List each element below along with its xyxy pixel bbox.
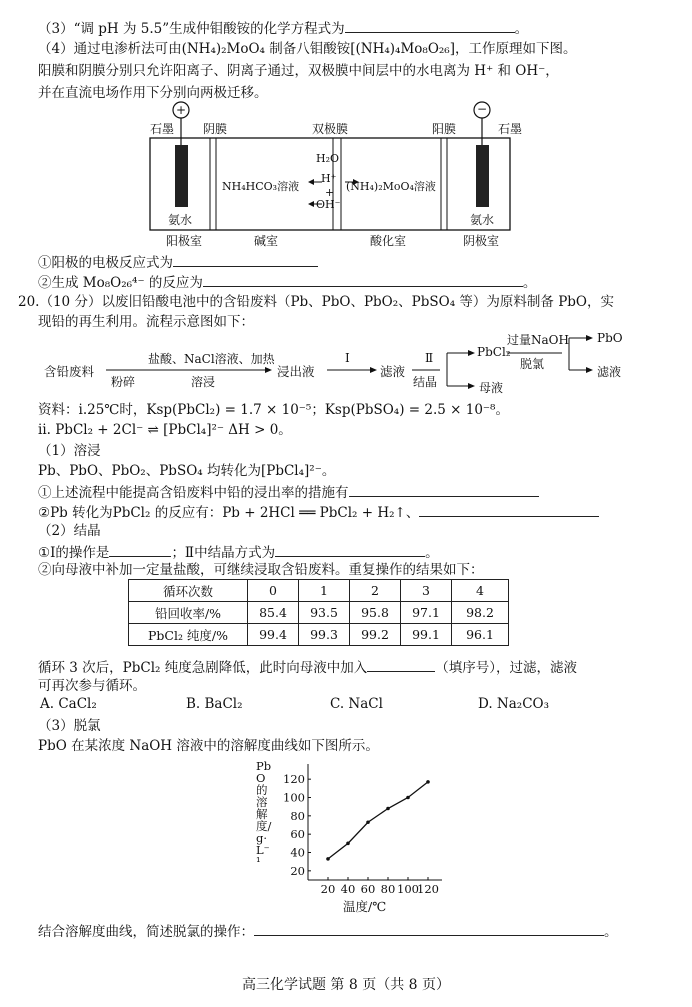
table-header-row [129, 580, 509, 602]
table-cell: 99.2 [350, 624, 401, 646]
chart-x-tick-label: 40 [340, 882, 356, 896]
ammonia-right-label: 氨水 [470, 213, 495, 227]
question-4-line-1: （4）通过电渗析法可由(NH₄)₂MoO₄ 制备八钼酸铵[(NH₄)₄Mo₈O₂₆]，工作原理如下图。 [38, 41, 577, 57]
chart-data-point [366, 820, 370, 824]
chart-ylabel: PbO的溶解度/g·L⁻¹ [256, 759, 272, 869]
chart-data-point [426, 780, 430, 784]
plus-label: + [325, 186, 335, 199]
chart-x-tick-label: 80 [380, 882, 396, 896]
flow-filtrate: 滤液 [380, 364, 406, 379]
option-a[interactable]: A. CaCl₂ [40, 696, 97, 712]
question-4-line-2: 阳膜和阴膜分别只允许阳离子、阴离子通过，双极膜中间层中的水电离为 H⁺ 和 OH⁻， [38, 63, 559, 79]
table-cell: 96.1 [452, 624, 509, 646]
section-1-text: Pb、PbO、PbO₂、PbSO₄ 均转化为[PbCl₄]²⁻。 [38, 463, 336, 479]
flow-leach: 溶浸 [191, 375, 216, 389]
h-plus-label: H⁺ [321, 172, 337, 185]
section-3-heading: （3）脱氯 [38, 718, 101, 734]
section-1-question-1: ①上述流程中能提高含铅废料中铅的浸出率的措施有 [38, 482, 539, 502]
flow-crush: 粉碎 [111, 375, 136, 389]
process-flowchart [0, 0, 692, 400]
nh4-molybdate-label: (NH₄)₂MoO₄溶液 [346, 180, 436, 193]
chart-y-tick-label: 40 [290, 845, 305, 860]
solubility-chart [250, 755, 450, 915]
table-row [129, 602, 509, 624]
flow-filtrate-2: 滤液 [597, 365, 622, 379]
flow-excess-naoh: 过量NaOH [507, 333, 569, 347]
chart-x-tick-label: 20 [320, 882, 336, 896]
chart-x-tick-label: 100 [397, 882, 419, 896]
h2o-label: H₂O [316, 152, 340, 165]
flow-leachate: 浸出液 [277, 364, 315, 379]
page-footer: 高三化学试题 第 8 页（共 8 页） [241, 977, 451, 993]
reference-1: 资料：ⅰ.25℃时，Ksp(PbCl₂) = 1.7 × 10⁻⁵；Ksp(PbSO₄) = 2.5 × 10⁻⁸。 [38, 402, 509, 418]
oh-minus-label: OH⁻ [316, 198, 341, 211]
section-2-question-2: ②向母液中补加一定量盐酸，可继续浸取含铅废料。重复操作的结果如下： [38, 562, 484, 578]
table-header-cell: 循环次数 [129, 580, 248, 602]
chart-y-tick-label: 100 [283, 790, 305, 805]
flow-pbo: PbO [597, 331, 623, 345]
acid-room-label: 酸化室 [370, 234, 407, 248]
chart-data-point [386, 807, 390, 811]
table-header-cell: 2 [350, 580, 401, 602]
flow-pbcl2: PbCl₂ [477, 345, 511, 359]
alkali-room-label: 碱室 [254, 234, 279, 248]
nh4hco3-label: NH₄HCO₃溶液 [222, 180, 300, 193]
chart-x-tick-label: 120 [417, 882, 439, 896]
table-cell: 铅回收率/% [129, 602, 248, 624]
chart-y-tick-label: 60 [290, 827, 305, 842]
table-cell: 95.8 [350, 602, 401, 624]
flow-op-1: Ⅰ [345, 351, 350, 365]
question-20-line-2: 现铅的再生利用。流程示意图如下： [38, 314, 254, 330]
question-4-line-3: 并在直流电场作用下分别向两极迁移。 [38, 85, 268, 101]
question-3-line: （3）“调 pH 为 5.5”生成仲钼酸铵的化学方程式为 。 [38, 18, 528, 38]
cathode-room-label: 阴极室 [463, 234, 500, 248]
section-1-heading: （1）溶浸 [38, 443, 101, 459]
option-d[interactable]: D. Na₂CO₃ [478, 696, 550, 712]
reference-2: ⅱ. PbCl₂ + 2Cl⁻ ⇌ [PbCl₄]²⁻ ΔH > 0。 [38, 422, 292, 438]
table-cell: PbCl₂ 纯度/% [129, 624, 248, 646]
after-table-line-1: 循环 3 次后，PbCl₂ 纯度急剧降低，此时向母液中加入 （填序号），过滤，滤液 [38, 657, 577, 677]
table-cell: 99.4 [248, 624, 299, 646]
bipolar-membrane-label: 双极膜 [312, 122, 349, 136]
answer-blank[interactable] [367, 657, 435, 672]
flow-reagents: 盐酸、NaCl溶液、加热 [148, 352, 275, 366]
table-cell: 93.5 [299, 602, 350, 624]
answer-blank[interactable] [109, 542, 171, 557]
chart-x-tick-label: 60 [360, 882, 376, 896]
anode-plus-sign: + [176, 103, 187, 117]
table-header-cell: 0 [248, 580, 299, 602]
table-cell: 99.3 [299, 624, 350, 646]
flow-mother-liquor: 母液 [479, 381, 504, 395]
graphite-left-label: 石墨 [150, 122, 175, 136]
table-cell: 98.2 [452, 602, 509, 624]
chart-data-point [326, 857, 330, 861]
answer-blank[interactable] [254, 921, 604, 936]
table-row [129, 624, 509, 646]
ammonia-left-label: 氨水 [168, 213, 193, 227]
section-2-heading: （2）结晶 [38, 523, 101, 539]
section-3-text: PbO 在某浓度 NaOH 溶液中的溶解度曲线如下图所示。 [38, 738, 379, 754]
flow-crystallize: 结晶 [413, 375, 438, 389]
flow-raw-material: 含铅废料 [44, 364, 95, 379]
results-table [128, 579, 509, 646]
option-b[interactable]: B. BaCl₂ [186, 696, 243, 712]
answer-blank[interactable] [275, 542, 425, 557]
flow-op-2: Ⅱ [425, 351, 434, 365]
chart-y-tick-label: 20 [290, 863, 305, 878]
table-cell: 99.1 [401, 624, 452, 646]
table-header-cell: 1 [299, 580, 350, 602]
chart-data-point [406, 796, 410, 800]
answer-blank[interactable] [349, 482, 539, 497]
chart-y-tick-label: 80 [290, 808, 305, 823]
graphite-right-label: 石墨 [498, 122, 523, 136]
chart-series-line [328, 782, 428, 859]
cation-membrane-label: 阳膜 [432, 122, 457, 136]
option-c[interactable]: C. NaCl [330, 696, 383, 712]
table-header-cell: 3 [401, 580, 452, 602]
after-table-line-2: 可再次参与循环。 [38, 678, 146, 694]
table-header-cell: 4 [452, 580, 509, 602]
flow-dechlorinate: 脱氯 [520, 357, 545, 371]
table-cell: 97.1 [401, 602, 452, 624]
q4-sub-1: ①阳极的电极反应式为 [38, 252, 318, 272]
section-1-question-2: ②Pb 转化为PbCl₂ 的反应有：Pb + 2HCl ══ PbCl₂ + H₂↑、 [38, 502, 599, 522]
anode-room-label: 阳极室 [166, 234, 203, 248]
q4-sub-2: ②生成 Mo₈O₂₆⁴⁻ 的反应为 。 [38, 272, 536, 292]
chart-y-tick-label: 120 [283, 772, 305, 787]
answer-blank[interactable] [419, 502, 599, 517]
final-question: 结合溶解度曲线，简述脱氯的操作： 。 [38, 921, 618, 941]
anion-membrane-label: 阴膜 [203, 122, 228, 136]
chart-data-point [346, 842, 350, 846]
chart-xlabel: 温度/℃ [343, 899, 387, 914]
question-20-line-1: 20.（10 分）以废旧铅酸电池中的含铅废料（Pb、PbO、PbO₂、PbSO₄ 等）为原料制备 PbO，实 [18, 294, 614, 310]
section-2-question-1: ①Ⅰ的操作是 ；Ⅱ中结晶方式为 。 [38, 542, 439, 562]
table-cell: 85.4 [248, 602, 299, 624]
cathode-minus-sign: − [477, 102, 488, 116]
